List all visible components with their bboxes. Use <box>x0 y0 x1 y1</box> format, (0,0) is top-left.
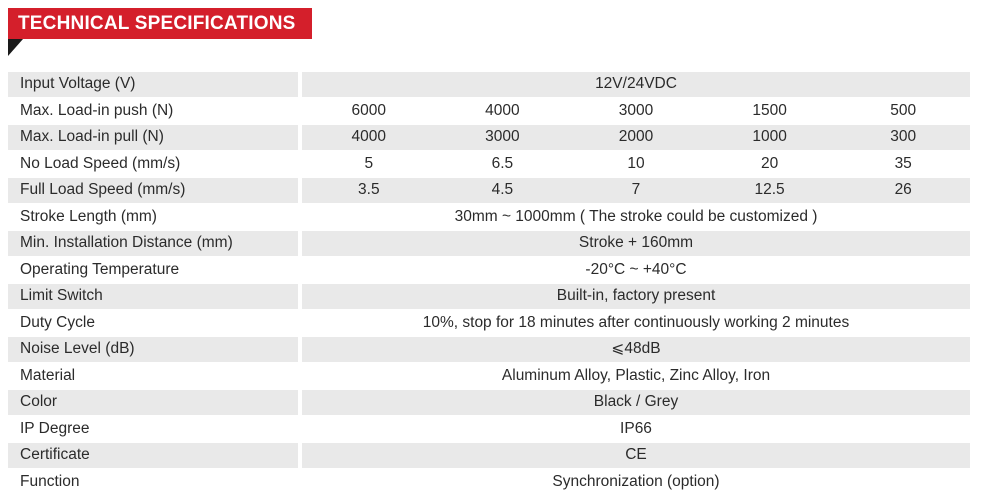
spec-value: 12.5 <box>703 178 837 203</box>
spec-value: 5 <box>302 152 436 177</box>
spec-value: 35 <box>836 152 970 177</box>
spec-label: IP Degree <box>8 417 298 442</box>
ribbon-fold <box>8 39 23 56</box>
spec-value: 10%, stop for 18 minutes after continuously working 2 minutes <box>302 311 970 336</box>
spec-value: IP66 <box>302 417 970 442</box>
spec-label: Full Load Speed (mm/s) <box>8 178 298 203</box>
spec-value: 1500 <box>703 99 837 124</box>
spec-value: 6.5 <box>436 152 570 177</box>
spec-value: Built-in, factory present <box>302 284 970 309</box>
spec-value: 4000 <box>436 99 570 124</box>
spec-value: 30mm ~ 1000mm ( The stroke could be customized ) <box>302 205 970 230</box>
spec-value: 7 <box>569 178 703 203</box>
spec-value: ⩽48dB <box>302 337 970 362</box>
table-row <box>8 125 970 150</box>
spec-label: Limit Switch <box>8 284 298 309</box>
spec-label: No Load Speed (mm/s) <box>8 152 298 177</box>
spec-value: 4.5 <box>436 178 570 203</box>
table-row <box>8 178 970 203</box>
table-row <box>8 72 970 97</box>
table-row <box>8 205 970 230</box>
table-row <box>8 364 970 389</box>
table-row <box>8 99 970 124</box>
spec-label: Stroke Length (mm) <box>8 205 298 230</box>
spec-label: Min. Installation Distance (mm) <box>8 231 298 256</box>
spec-value: 500 <box>836 99 970 124</box>
table-row <box>8 284 970 309</box>
section-title: TECHNICAL SPECIFICATIONS <box>8 8 312 39</box>
spec-value: 20 <box>703 152 837 177</box>
spec-label: Input Voltage (V) <box>8 72 298 97</box>
spec-value: Stroke + 160mm <box>302 231 970 256</box>
table-row <box>8 337 970 362</box>
spec-value: CE <box>302 443 970 468</box>
section-header <box>8 8 312 56</box>
spec-label: Color <box>8 390 298 415</box>
spec-value: Black / Grey <box>302 390 970 415</box>
spec-value: 300 <box>836 125 970 150</box>
spec-label: Max. Load-in push (N) <box>8 99 298 124</box>
spec-value: 6000 <box>302 99 436 124</box>
spec-label: Max. Load-in pull (N) <box>8 125 298 150</box>
spec-value: 3000 <box>436 125 570 150</box>
specifications-table <box>8 70 970 496</box>
spec-value: -20°C ~ +40°C <box>302 258 970 283</box>
table-row <box>8 417 970 442</box>
spec-label: Certificate <box>8 443 298 468</box>
table-row <box>8 470 970 495</box>
spec-value: 26 <box>836 178 970 203</box>
spec-label: Noise Level (dB) <box>8 337 298 362</box>
spec-label: Operating Temperature <box>8 258 298 283</box>
spec-value: 10 <box>569 152 703 177</box>
spec-value: 1000 <box>703 125 837 150</box>
spec-label: Duty Cycle <box>8 311 298 336</box>
table-row <box>8 152 970 177</box>
spec-value: Synchronization (option) <box>302 470 970 495</box>
table-row <box>8 443 970 468</box>
spec-value: 12V/24VDC <box>302 72 970 97</box>
spec-value: 3000 <box>569 99 703 124</box>
spec-value: Aluminum Alloy, Plastic, Zinc Alloy, Iron <box>302 364 970 389</box>
table-row <box>8 311 970 336</box>
spec-label: Function <box>8 470 298 495</box>
table-row <box>8 390 970 415</box>
spec-value: 2000 <box>569 125 703 150</box>
table-row <box>8 231 970 256</box>
table-row <box>8 258 970 283</box>
spec-value: 3.5 <box>302 178 436 203</box>
spec-value: 4000 <box>302 125 436 150</box>
spec-label: Material <box>8 364 298 389</box>
